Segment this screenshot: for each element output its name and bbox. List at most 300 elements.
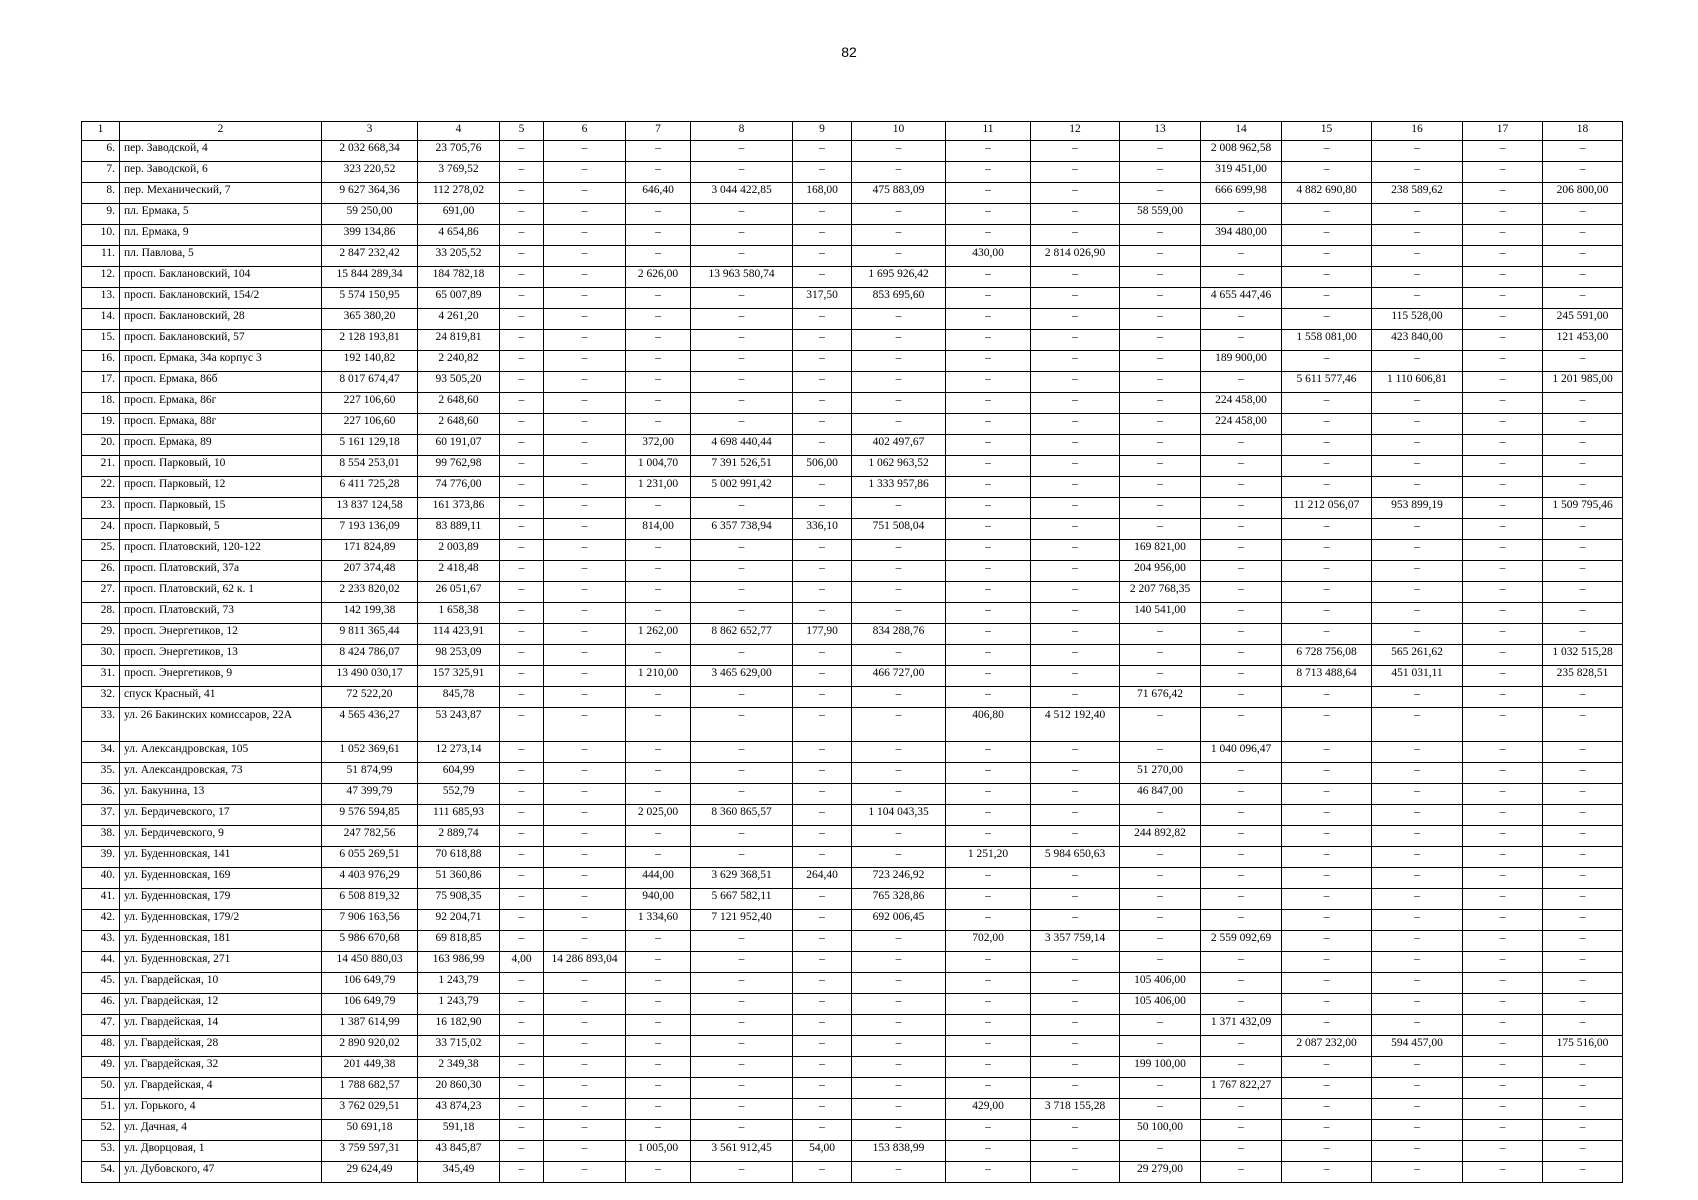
- address-cell: ул. Александровская, 105: [120, 742, 322, 763]
- value-cell: –: [852, 561, 946, 582]
- value-cell: –: [852, 225, 946, 246]
- value-cell: –: [1120, 246, 1201, 267]
- value-cell: –: [946, 1078, 1031, 1099]
- value-cell: –: [793, 1015, 852, 1036]
- value-cell: –: [1463, 1057, 1543, 1078]
- value-cell: –: [1282, 309, 1372, 330]
- value-cell: –: [793, 498, 852, 519]
- value-cell: –: [1372, 826, 1463, 847]
- value-cell: –: [500, 477, 544, 498]
- value-cell: –: [1201, 603, 1282, 624]
- value-cell: –: [1201, 687, 1282, 708]
- value-cell: –: [1120, 1015, 1201, 1036]
- value-cell: –: [1031, 1057, 1120, 1078]
- column-header: 18: [1543, 122, 1623, 141]
- value-cell: –: [852, 645, 946, 666]
- value-cell: –: [1543, 952, 1623, 973]
- value-cell: 1 062 963,52: [852, 456, 946, 477]
- value-cell: 2 003,89: [418, 540, 500, 561]
- value-cell: –: [852, 1120, 946, 1141]
- value-cell: 201 449,38: [322, 1057, 418, 1078]
- value-cell: –: [946, 162, 1031, 183]
- value-cell: –: [1031, 204, 1120, 225]
- value-cell: 1 767 822,27: [1201, 1078, 1282, 1099]
- value-cell: –: [500, 910, 544, 931]
- value-cell: –: [544, 1015, 626, 1036]
- value-cell: –: [1282, 477, 1372, 498]
- value-cell: –: [1543, 456, 1623, 477]
- value-cell: 5 986 670,68: [322, 931, 418, 952]
- address-cell: просп. Баклановский, 154/2: [120, 288, 322, 309]
- value-cell: –: [691, 204, 793, 225]
- value-cell: 1 052 369,61: [322, 742, 418, 763]
- value-cell: 264,40: [793, 868, 852, 889]
- value-cell: –: [544, 910, 626, 931]
- value-cell: –: [500, 330, 544, 351]
- value-cell: –: [500, 309, 544, 330]
- value-cell: –: [1543, 141, 1623, 162]
- value-cell: 51 874,99: [322, 763, 418, 784]
- value-cell: 7 121 952,40: [691, 910, 793, 931]
- value-cell: –: [691, 540, 793, 561]
- value-cell: –: [1463, 162, 1543, 183]
- value-cell: 2 814 026,90: [1031, 246, 1120, 267]
- value-cell: 1 695 926,42: [852, 267, 946, 288]
- value-cell: –: [852, 994, 946, 1015]
- value-cell: –: [852, 742, 946, 763]
- value-cell: 594 457,00: [1372, 1036, 1463, 1057]
- value-cell: –: [793, 414, 852, 435]
- value-cell: 72 522,20: [322, 687, 418, 708]
- address-cell: просп. Ермака, 34а корпус 3: [120, 351, 322, 372]
- value-cell: –: [500, 1120, 544, 1141]
- value-cell: –: [793, 645, 852, 666]
- value-cell: –: [1282, 288, 1372, 309]
- value-cell: –: [1463, 519, 1543, 540]
- table-row: [82, 477, 1623, 498]
- row-number-cell: 13.: [82, 288, 120, 309]
- row-number-cell: 31.: [82, 666, 120, 687]
- table-row: [82, 847, 1623, 868]
- value-cell: –: [946, 784, 1031, 805]
- value-cell: 1 333 957,86: [852, 477, 946, 498]
- value-cell: –: [500, 1057, 544, 1078]
- value-cell: 4 261,20: [418, 309, 500, 330]
- value-cell: –: [1120, 519, 1201, 540]
- value-cell: –: [1463, 246, 1543, 267]
- value-cell: –: [946, 1120, 1031, 1141]
- value-cell: –: [544, 540, 626, 561]
- value-cell: –: [1031, 1015, 1120, 1036]
- value-cell: –: [1201, 847, 1282, 868]
- value-cell: –: [946, 330, 1031, 351]
- value-cell: –: [793, 784, 852, 805]
- value-cell: –: [1543, 994, 1623, 1015]
- value-cell: 161 373,86: [418, 498, 500, 519]
- value-cell: –: [544, 456, 626, 477]
- value-cell: –: [544, 141, 626, 162]
- column-header: 7: [626, 122, 691, 141]
- table-row: [82, 603, 1623, 624]
- value-cell: 58 559,00: [1120, 204, 1201, 225]
- value-cell: –: [1372, 784, 1463, 805]
- column-header: 14: [1201, 122, 1282, 141]
- value-cell: 7 193 136,09: [322, 519, 418, 540]
- value-cell: 192 140,82: [322, 351, 418, 372]
- value-cell: 43 845,87: [418, 1141, 500, 1162]
- table-row: [82, 687, 1623, 708]
- value-cell: 845,78: [418, 687, 500, 708]
- table-row: [82, 868, 1623, 889]
- value-cell: –: [1463, 225, 1543, 246]
- value-cell: –: [1543, 742, 1623, 763]
- value-cell: 814,00: [626, 519, 691, 540]
- value-cell: –: [793, 162, 852, 183]
- value-cell: –: [1543, 288, 1623, 309]
- value-cell: –: [1031, 519, 1120, 540]
- value-cell: 9 627 364,36: [322, 183, 418, 204]
- value-cell: –: [946, 826, 1031, 847]
- value-cell: 365 380,20: [322, 309, 418, 330]
- table-row: [82, 393, 1623, 414]
- value-cell: 69 818,85: [418, 931, 500, 952]
- address-cell: просп. Парковый, 12: [120, 477, 322, 498]
- value-cell: –: [691, 1057, 793, 1078]
- value-cell: –: [500, 742, 544, 763]
- value-cell: 430,00: [946, 246, 1031, 267]
- value-cell: 940,00: [626, 889, 691, 910]
- value-cell: 142 199,38: [322, 603, 418, 624]
- value-cell: –: [500, 162, 544, 183]
- value-cell: 591,18: [418, 1120, 500, 1141]
- value-cell: –: [544, 204, 626, 225]
- value-cell: –: [1543, 708, 1623, 742]
- value-cell: 691,00: [418, 204, 500, 225]
- value-cell: –: [544, 267, 626, 288]
- value-cell: –: [793, 540, 852, 561]
- value-cell: –: [1031, 414, 1120, 435]
- value-cell: –: [1201, 309, 1282, 330]
- value-cell: –: [1463, 582, 1543, 603]
- value-cell: 175 516,00: [1543, 1036, 1623, 1057]
- value-cell: 1 251,20: [946, 847, 1031, 868]
- value-cell: –: [1201, 763, 1282, 784]
- value-cell: –: [500, 561, 544, 582]
- address-cell: пер. Заводской, 4: [120, 141, 322, 162]
- value-cell: –: [793, 826, 852, 847]
- row-number-cell: 10.: [82, 225, 120, 246]
- value-cell: –: [1463, 889, 1543, 910]
- value-cell: –: [852, 246, 946, 267]
- value-cell: 157 325,91: [418, 666, 500, 687]
- value-cell: –: [691, 582, 793, 603]
- value-cell: –: [852, 687, 946, 708]
- row-number-cell: 32.: [82, 687, 120, 708]
- value-cell: –: [544, 645, 626, 666]
- value-cell: –: [691, 1036, 793, 1057]
- address-cell: ул. Дворцовая, 1: [120, 1141, 322, 1162]
- row-number-cell: 36.: [82, 784, 120, 805]
- value-cell: 834 288,76: [852, 624, 946, 645]
- value-cell: –: [946, 393, 1031, 414]
- address-cell: ул. Дачная, 4: [120, 1120, 322, 1141]
- value-cell: 121 453,00: [1543, 330, 1623, 351]
- value-cell: 336,10: [793, 519, 852, 540]
- value-cell: 475 883,09: [852, 183, 946, 204]
- value-cell: –: [1543, 435, 1623, 456]
- value-cell: 2 349,38: [418, 1057, 500, 1078]
- address-cell: просп. Парковый, 10: [120, 456, 322, 477]
- value-cell: –: [1120, 847, 1201, 868]
- value-cell: –: [626, 1162, 691, 1183]
- value-cell: 8 360 865,57: [691, 805, 793, 826]
- value-cell: –: [544, 183, 626, 204]
- value-cell: 184 782,18: [418, 267, 500, 288]
- address-cell: просп. Ермака, 89: [120, 435, 322, 456]
- value-cell: –: [1120, 162, 1201, 183]
- value-cell: 3 561 912,45: [691, 1141, 793, 1162]
- table-row: [82, 246, 1623, 267]
- value-cell: 6 357 738,94: [691, 519, 793, 540]
- value-cell: –: [1543, 393, 1623, 414]
- value-cell: –: [1543, 1099, 1623, 1120]
- value-cell: –: [946, 372, 1031, 393]
- table-row: [82, 519, 1623, 540]
- value-cell: –: [1120, 309, 1201, 330]
- address-cell: ул. Гвардейская, 12: [120, 994, 322, 1015]
- row-number-cell: 30.: [82, 645, 120, 666]
- value-cell: –: [691, 330, 793, 351]
- table-row: [82, 225, 1623, 246]
- value-cell: 16 182,90: [418, 1015, 500, 1036]
- value-cell: –: [1372, 624, 1463, 645]
- value-cell: –: [1031, 763, 1120, 784]
- value-cell: –: [500, 1099, 544, 1120]
- value-cell: 2 889,74: [418, 826, 500, 847]
- value-cell: –: [1120, 393, 1201, 414]
- value-cell: 4,00: [500, 952, 544, 973]
- value-cell: 9 811 365,44: [322, 624, 418, 645]
- value-cell: –: [500, 687, 544, 708]
- value-cell: –: [793, 952, 852, 973]
- value-cell: –: [500, 624, 544, 645]
- address-cell: ул. Гвардейская, 28: [120, 1036, 322, 1057]
- value-cell: 6 728 756,08: [1282, 645, 1372, 666]
- value-cell: –: [793, 1036, 852, 1057]
- address-cell: ул. Буденновская, 271: [120, 952, 322, 973]
- value-cell: –: [1543, 847, 1623, 868]
- value-cell: –: [1120, 708, 1201, 742]
- data-table-container: [81, 121, 1622, 1183]
- value-cell: –: [1201, 435, 1282, 456]
- address-cell: просп. Платовский, 62 к. 1: [120, 582, 322, 603]
- table-row: [82, 742, 1623, 763]
- address-cell: ул. Горького, 4: [120, 1099, 322, 1120]
- value-cell: –: [544, 1078, 626, 1099]
- value-cell: –: [1543, 162, 1623, 183]
- value-cell: –: [946, 582, 1031, 603]
- value-cell: –: [691, 1162, 793, 1183]
- value-cell: –: [1282, 1120, 1372, 1141]
- value-cell: –: [852, 540, 946, 561]
- value-cell: –: [1463, 372, 1543, 393]
- value-cell: –: [1372, 246, 1463, 267]
- value-cell: –: [1372, 1162, 1463, 1183]
- value-cell: –: [852, 1162, 946, 1183]
- value-cell: –: [1463, 784, 1543, 805]
- row-number-cell: 22.: [82, 477, 120, 498]
- value-cell: –: [1372, 414, 1463, 435]
- table-header-row: [82, 122, 1623, 141]
- value-cell: –: [1282, 162, 1372, 183]
- value-cell: –: [1201, 805, 1282, 826]
- value-cell: –: [946, 645, 1031, 666]
- table-row: [82, 826, 1623, 847]
- value-cell: –: [1120, 1141, 1201, 1162]
- value-cell: –: [626, 645, 691, 666]
- value-cell: –: [1282, 910, 1372, 931]
- value-cell: –: [1201, 868, 1282, 889]
- value-cell: 6 508 819,32: [322, 889, 418, 910]
- value-cell: –: [544, 784, 626, 805]
- value-cell: –: [852, 1057, 946, 1078]
- value-cell: –: [1372, 288, 1463, 309]
- value-cell: 199 100,00: [1120, 1057, 1201, 1078]
- value-cell: –: [1282, 742, 1372, 763]
- value-cell: 5 161 129,18: [322, 435, 418, 456]
- value-cell: –: [1120, 456, 1201, 477]
- value-cell: 692 006,45: [852, 910, 946, 931]
- value-cell: –: [691, 973, 793, 994]
- table-row: [82, 889, 1623, 910]
- column-header: 6: [544, 122, 626, 141]
- value-cell: 394 480,00: [1201, 225, 1282, 246]
- value-cell: –: [1543, 1162, 1623, 1183]
- value-cell: –: [1282, 847, 1372, 868]
- value-cell: –: [500, 540, 544, 561]
- value-cell: –: [1120, 1078, 1201, 1099]
- value-cell: 723 246,92: [852, 868, 946, 889]
- value-cell: –: [691, 561, 793, 582]
- value-cell: –: [626, 847, 691, 868]
- value-cell: –: [544, 624, 626, 645]
- value-cell: –: [691, 931, 793, 952]
- value-cell: –: [1282, 952, 1372, 973]
- value-cell: –: [544, 666, 626, 687]
- value-cell: –: [1372, 456, 1463, 477]
- value-cell: 54,00: [793, 1141, 852, 1162]
- row-number-cell: 53.: [82, 1141, 120, 1162]
- value-cell: 65 007,89: [418, 288, 500, 309]
- value-cell: –: [946, 288, 1031, 309]
- value-cell: –: [1372, 889, 1463, 910]
- value-cell: –: [626, 952, 691, 973]
- value-cell: –: [1282, 141, 1372, 162]
- value-cell: –: [1282, 435, 1372, 456]
- value-cell: –: [1463, 393, 1543, 414]
- value-cell: –: [852, 309, 946, 330]
- column-header: 2: [120, 122, 322, 141]
- value-cell: –: [626, 540, 691, 561]
- table-row: [82, 267, 1623, 288]
- value-cell: –: [1201, 1057, 1282, 1078]
- value-cell: –: [1120, 498, 1201, 519]
- row-number-cell: 42.: [82, 910, 120, 931]
- value-cell: –: [1282, 784, 1372, 805]
- value-cell: –: [1120, 742, 1201, 763]
- value-cell: –: [946, 742, 1031, 763]
- address-cell: пер. Механический, 7: [120, 183, 322, 204]
- value-cell: –: [793, 910, 852, 931]
- value-cell: –: [1282, 204, 1372, 225]
- table-row: [82, 1099, 1623, 1120]
- value-cell: –: [1372, 1015, 1463, 1036]
- value-cell: 106 649,79: [322, 994, 418, 1015]
- value-cell: –: [793, 763, 852, 784]
- value-cell: –: [1282, 1015, 1372, 1036]
- value-cell: 8 554 253,01: [322, 456, 418, 477]
- value-cell: –: [1372, 582, 1463, 603]
- value-cell: –: [946, 519, 1031, 540]
- value-cell: –: [1372, 1078, 1463, 1099]
- value-cell: –: [544, 1036, 626, 1057]
- value-cell: –: [1201, 666, 1282, 687]
- value-cell: 646,40: [626, 183, 691, 204]
- row-number-cell: 26.: [82, 561, 120, 582]
- value-cell: –: [626, 561, 691, 582]
- value-cell: –: [1543, 805, 1623, 826]
- value-cell: 1 558 081,00: [1282, 330, 1372, 351]
- value-cell: 12 273,14: [418, 742, 500, 763]
- value-cell: –: [1543, 1078, 1623, 1099]
- column-header: 11: [946, 122, 1031, 141]
- value-cell: –: [946, 910, 1031, 931]
- value-cell: –: [1031, 225, 1120, 246]
- table-row: [82, 1162, 1623, 1183]
- value-cell: 5 984 650,63: [1031, 847, 1120, 868]
- value-cell: –: [691, 309, 793, 330]
- value-cell: –: [793, 477, 852, 498]
- value-cell: –: [1201, 708, 1282, 742]
- value-cell: –: [1463, 687, 1543, 708]
- value-cell: –: [1372, 141, 1463, 162]
- table-row: [82, 1015, 1623, 1036]
- value-cell: –: [1372, 393, 1463, 414]
- value-cell: –: [1372, 910, 1463, 931]
- value-cell: 169 821,00: [1120, 540, 1201, 561]
- value-cell: 238 589,62: [1372, 183, 1463, 204]
- value-cell: 1 210,00: [626, 666, 691, 687]
- value-cell: –: [793, 351, 852, 372]
- value-cell: –: [1201, 561, 1282, 582]
- value-cell: 702,00: [946, 931, 1031, 952]
- value-cell: –: [544, 225, 626, 246]
- value-cell: –: [1463, 183, 1543, 204]
- value-cell: 666 699,98: [1201, 183, 1282, 204]
- value-cell: 4 698 440,44: [691, 435, 793, 456]
- value-cell: 2 233 820,02: [322, 582, 418, 603]
- value-cell: –: [1031, 826, 1120, 847]
- value-cell: –: [1120, 624, 1201, 645]
- value-cell: –: [1372, 477, 1463, 498]
- value-cell: 345,49: [418, 1162, 500, 1183]
- value-cell: –: [793, 666, 852, 687]
- value-cell: 11 212 056,07: [1282, 498, 1372, 519]
- value-cell: –: [500, 456, 544, 477]
- value-cell: –: [544, 763, 626, 784]
- value-cell: 43 874,23: [418, 1099, 500, 1120]
- value-cell: –: [852, 952, 946, 973]
